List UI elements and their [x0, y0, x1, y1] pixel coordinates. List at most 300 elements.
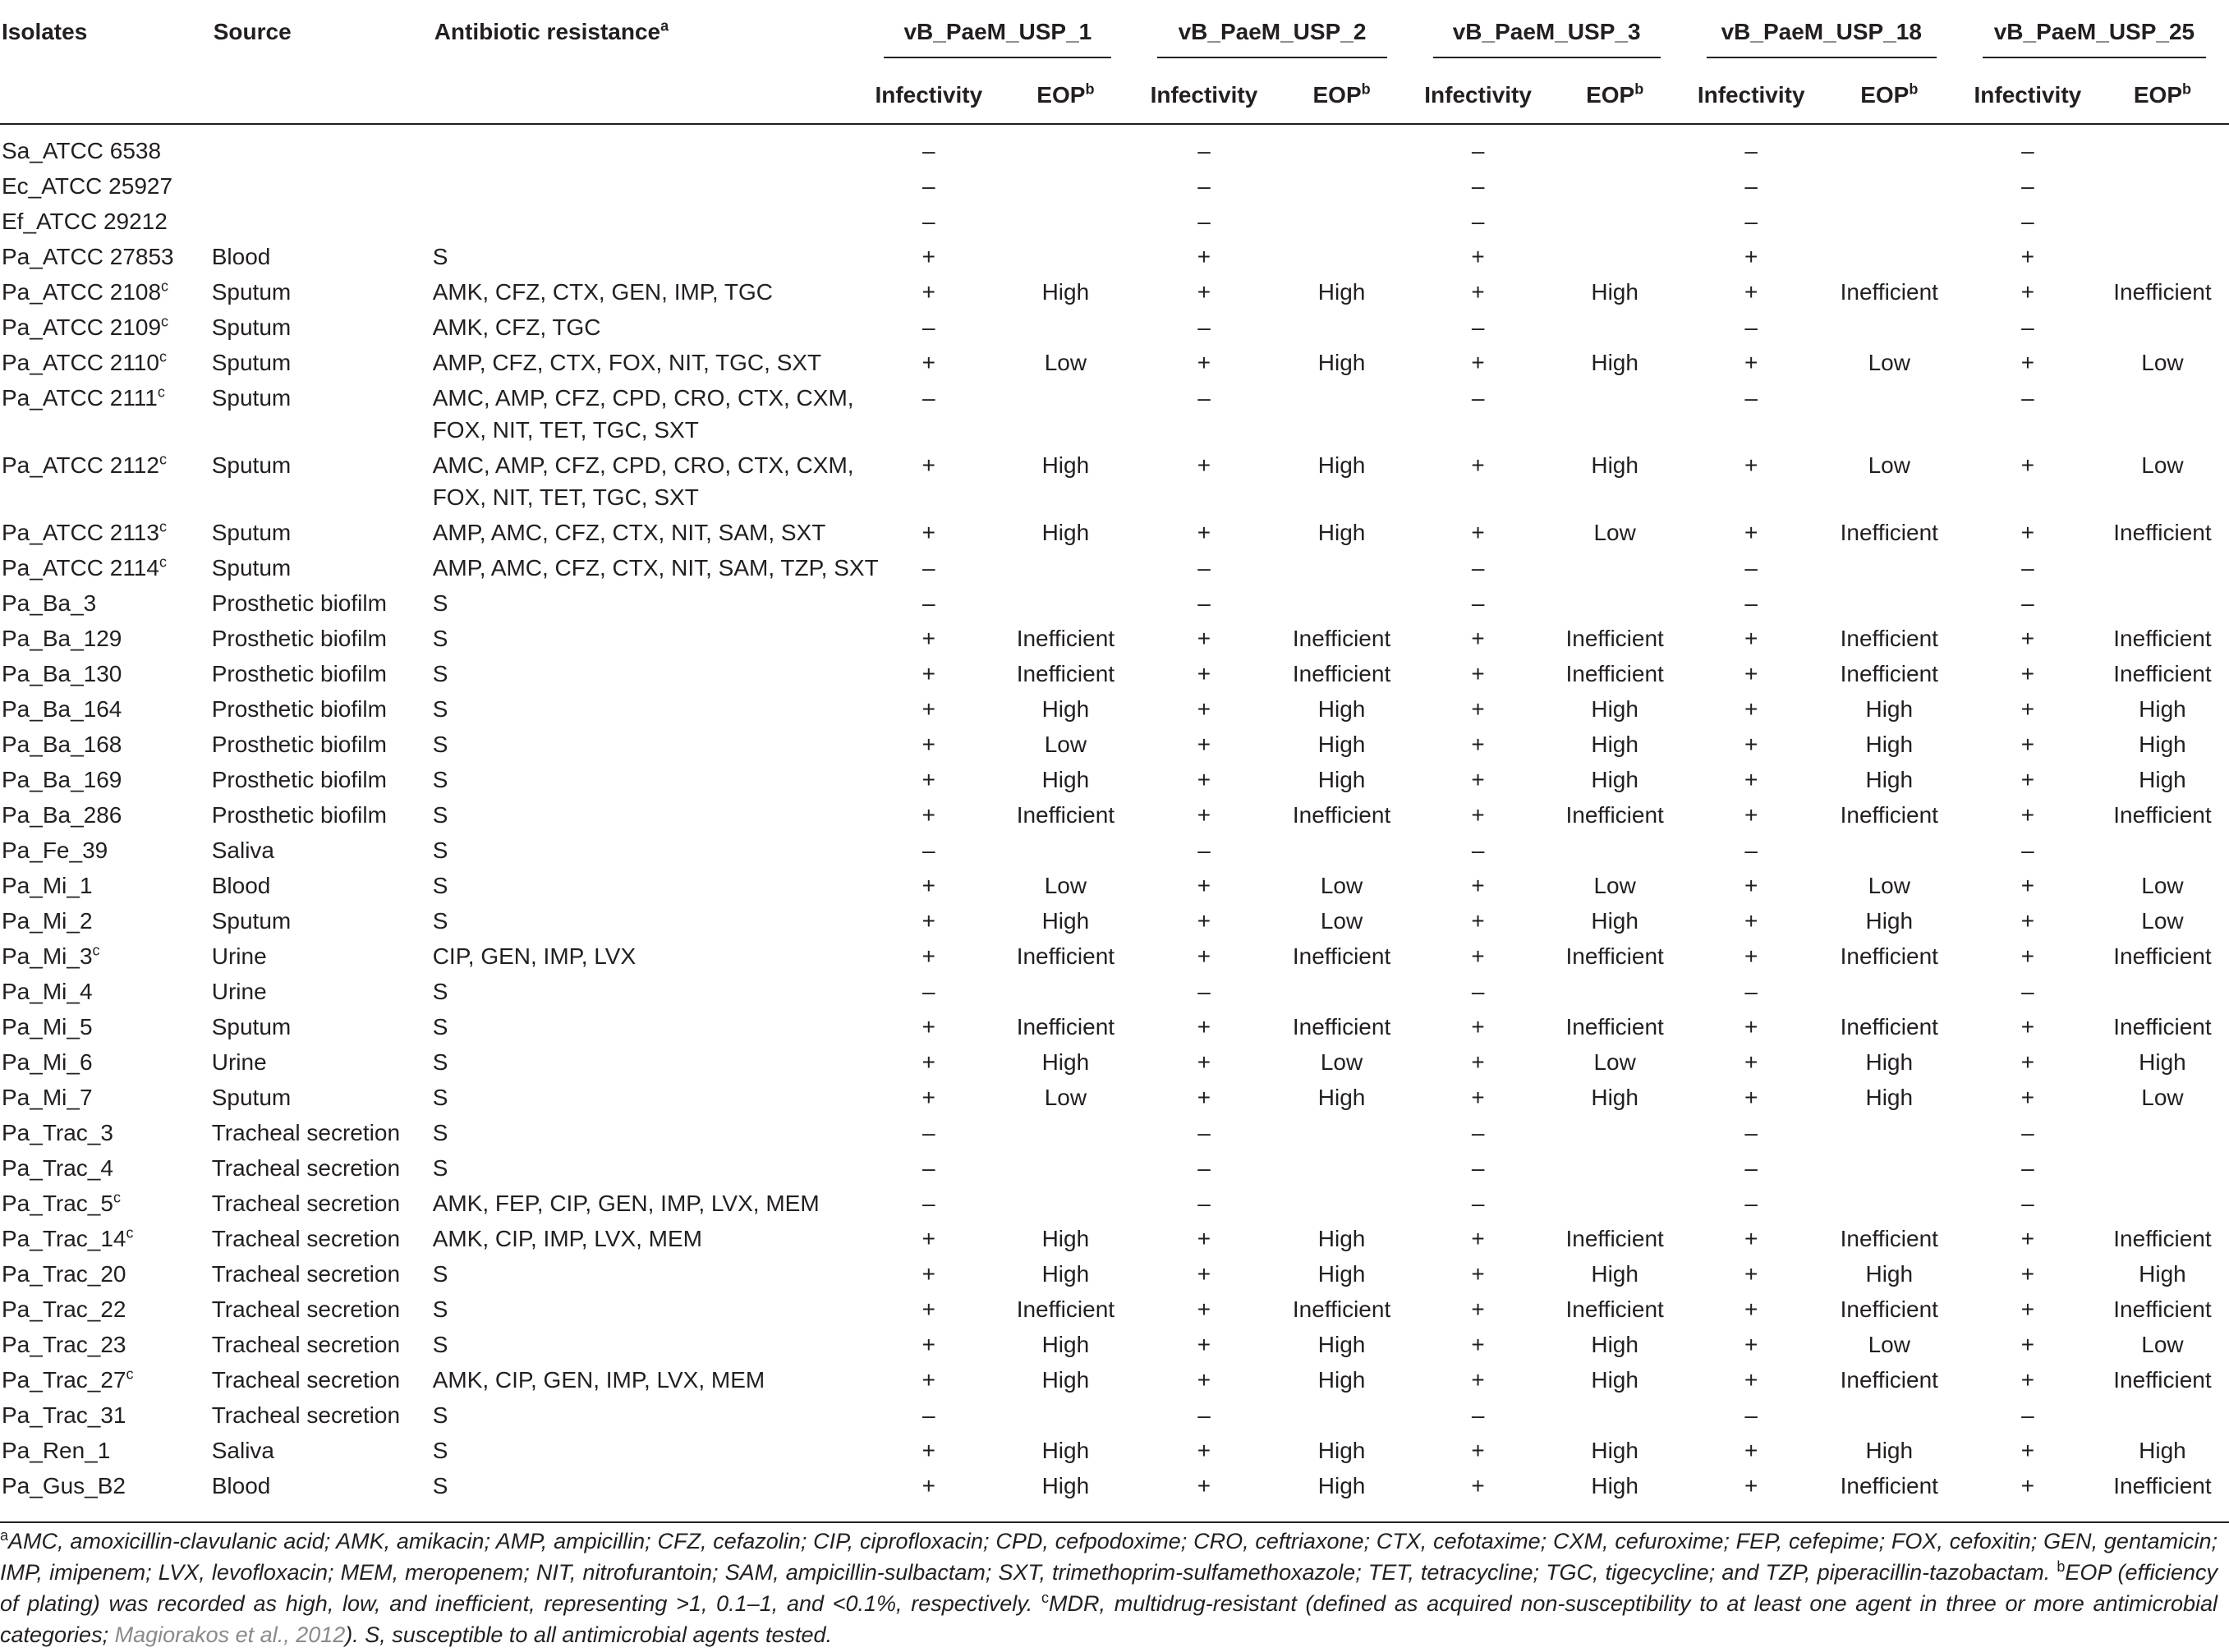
cell-source: Sputum [211, 520, 292, 545]
table-row [0, 168, 2229, 204]
cell-eop: High [2139, 767, 2186, 792]
cell-infectivity: + [2020, 1261, 2035, 1287]
cell-eop [1819, 1115, 1960, 1150]
cell-source [212, 204, 433, 239]
cell-infectivity: + [1744, 943, 1758, 969]
cell-infectivity: + [1197, 626, 1211, 651]
cell-infectivity: – [1471, 314, 1485, 340]
cell-eop [996, 204, 1134, 239]
cell-eop: High [1317, 1367, 1366, 1393]
cell-eop: High [1591, 1473, 1638, 1498]
cell-eop: Low [1868, 1332, 1910, 1357]
cell-eop [1274, 380, 1410, 447]
cell-infectivity: + [1744, 873, 1758, 898]
cell-eop: Low [2141, 1085, 2184, 1110]
cell-isolate: Pa_Trac_5$^c$ [2, 1189, 121, 1216]
cell-eop: High [1591, 1261, 1638, 1287]
cell-infectivity: – [1744, 314, 1758, 340]
cell-eop: High [1865, 908, 1914, 934]
cell-eop: Inefficient [1840, 802, 1938, 828]
cell-infectivity: – [1744, 979, 1758, 1004]
cell-eop: High [1865, 696, 1914, 722]
cell-eop [1547, 974, 1684, 1009]
cell-eop: Inefficient [2113, 1296, 2212, 1322]
cell-infectivity: + [1197, 908, 1211, 934]
table-row [0, 239, 2229, 274]
cell-eop: Inefficient [1016, 661, 1115, 686]
cell-infectivity: + [2020, 1085, 2035, 1110]
cell-eop [1547, 168, 1684, 204]
cell-infectivity: + [1197, 802, 1211, 828]
cell-isolate: Pa_Gus_B2 [2, 1473, 126, 1498]
cell-infectivity: + [1744, 767, 1758, 792]
cell-source: Sputum [211, 908, 292, 934]
table-bottom-rule [0, 1521, 2229, 1523]
cell-eop [1274, 239, 1410, 274]
cell-infectivity: + [1471, 732, 1485, 757]
cell-infectivity: + [2020, 1049, 2035, 1075]
cell-infectivity: + [1744, 350, 1758, 375]
cell-infectivity: – [2021, 837, 2034, 863]
cell-infectivity: + [1471, 1085, 1485, 1110]
cell-source: Blood [211, 244, 271, 269]
cell-source: Urine [211, 943, 267, 969]
cell-eop: Inefficient [1016, 626, 1115, 651]
cell-isolate: Pa_Ba_169 [2, 767, 122, 792]
cell-infectivity: + [2020, 1332, 2035, 1357]
cell-infectivity: – [922, 1191, 935, 1216]
cell-eop [996, 168, 1134, 204]
cell-eop: Inefficient [1292, 1296, 1391, 1322]
cell-eop [996, 550, 1134, 585]
cell-infectivity: + [921, 873, 935, 898]
cell-infectivity: + [1471, 1332, 1485, 1357]
cell-resistance: S [432, 661, 448, 686]
cell-eop [1547, 1115, 1684, 1150]
cell-source: Tracheal secretion [211, 1332, 401, 1357]
cell-eop: High [1591, 908, 1638, 934]
footnote-mark-b: b [1361, 80, 1371, 98]
cell-infectivity: – [1744, 590, 1758, 616]
cell-eop [996, 974, 1134, 1009]
cell-eop [996, 124, 1134, 168]
cell-infectivity: – [922, 138, 935, 163]
cell-infectivity: – [1744, 138, 1758, 163]
cell-eop: High [2139, 732, 2186, 757]
cell-infectivity: + [1197, 350, 1211, 375]
table-row [0, 974, 2229, 1009]
cell-resistance [433, 168, 862, 204]
cell-eop [1819, 239, 1960, 274]
cell-eop: Low [1593, 520, 1636, 545]
cell-infectivity: + [1197, 279, 1211, 305]
cell-infectivity: – [2021, 979, 2034, 1004]
cell-infectivity: + [1471, 244, 1485, 269]
header-phage-3: vB_PaeM_USP_3 [1410, 0, 1684, 60]
cell-eop: High [1041, 1438, 1090, 1463]
cell-infectivity: + [2020, 1014, 2035, 1039]
cell-source: Sputum [211, 385, 292, 411]
cell-infectivity: + [1197, 1473, 1211, 1498]
cell-eop: High [1317, 1473, 1366, 1498]
cell-eop: Inefficient [2113, 943, 2212, 969]
cell-infectivity: – [1744, 1155, 1758, 1181]
cell-infectivity: – [922, 1155, 935, 1181]
cell-eop: High [1317, 1226, 1366, 1251]
cell-eop: High [1865, 1049, 1914, 1075]
cell-eop: High [1041, 908, 1090, 934]
cell-eop: Low [2141, 452, 2184, 478]
cell-infectivity: + [2020, 1473, 2035, 1498]
cell-infectivity: + [1471, 1226, 1485, 1251]
cell-eop [996, 833, 1134, 868]
cell-resistance: S [432, 1473, 448, 1498]
cell-eop: High [1317, 732, 1366, 757]
cell-infectivity: + [1197, 1226, 1211, 1251]
cell-eop: Low [1044, 1085, 1087, 1110]
cell-eop [1274, 124, 1410, 168]
cell-infectivity: – [922, 209, 935, 234]
cell-infectivity: + [1471, 279, 1485, 305]
cell-infectivity: + [921, 908, 935, 934]
cell-eop [1819, 124, 1960, 168]
cell-infectivity: – [1744, 209, 1758, 234]
cell-infectivity: + [1471, 1473, 1485, 1498]
cell-infectivity: + [1744, 626, 1758, 651]
cell-isolate: Sa_ATCC 6538 [2, 138, 162, 163]
cell-infectivity: + [2020, 908, 2035, 934]
cell-resistance: S [432, 1049, 448, 1075]
header-infectivity: Infectivity [1134, 60, 1273, 124]
cell-isolate: Pa_ATCC 2111$^c$ [2, 383, 165, 411]
cell-infectivity: + [1197, 1367, 1211, 1393]
cell-infectivity: + [2020, 696, 2035, 722]
cell-infectivity: – [922, 173, 935, 199]
cell-eop: High [1865, 1085, 1914, 1110]
cell-infectivity: – [922, 979, 935, 1004]
cell-isolate: Pa_Mi_4 [2, 979, 93, 1004]
cell-source: Tracheal secretion [211, 1226, 401, 1251]
cell-source: Prosthetic biofilm [211, 767, 387, 792]
cell-eop [1819, 585, 1960, 621]
cell-eop: High [1041, 452, 1090, 478]
table-row [0, 1468, 2229, 1508]
cell-infectivity: – [1197, 837, 1211, 863]
cell-infectivity: + [1197, 1296, 1211, 1322]
table-row [0, 585, 2229, 621]
cell-source: Sputum [211, 1014, 292, 1039]
cell-resistance: S [432, 1085, 448, 1110]
cell-infectivity: + [1471, 767, 1485, 792]
cell-source: Prosthetic biofilm [211, 802, 387, 828]
cell-infectivity: – [1744, 385, 1758, 411]
cell-infectivity: + [1197, 732, 1211, 757]
cell-eop: High [1041, 767, 1090, 792]
cell-infectivity: + [2020, 802, 2035, 828]
table-row [0, 1044, 2229, 1080]
table-row [0, 868, 2229, 903]
cell-infectivity: + [1471, 908, 1485, 934]
cell-infectivity: + [2020, 661, 2035, 686]
cell-infectivity: + [921, 1261, 935, 1287]
cell-infectivity: + [2020, 350, 2035, 375]
cell-eop [996, 1397, 1134, 1433]
cell-infectivity: + [1471, 452, 1485, 478]
cell-eop: Inefficient [1565, 802, 1664, 828]
cell-eop [2096, 380, 2229, 447]
cell-infectivity: + [1744, 1367, 1758, 1393]
cell-infectivity: + [2020, 1226, 2035, 1251]
cell-isolate: Pa_Ba_3 [2, 590, 97, 616]
cell-resistance: S [432, 1261, 448, 1287]
cell-infectivity: – [1197, 979, 1211, 1004]
table-row [0, 447, 2229, 515]
cell-infectivity: – [1744, 1120, 1758, 1145]
cell-eop: Inefficient [2113, 626, 2212, 651]
cell-eop: High [1317, 520, 1366, 545]
cell-eop [1547, 550, 1684, 585]
cell-eop: Inefficient [2113, 279, 2212, 305]
header-phage-5: vB_PaeM_USP_25 [1960, 0, 2229, 60]
cell-resistance: AMK, CFZ, TGC [432, 314, 601, 340]
cell-eop [1819, 380, 1960, 447]
cell-eop: High [1591, 1367, 1638, 1393]
cell-isolate: Pa_Trac_22 [2, 1296, 126, 1322]
header-eop: EOP$^b$ [1547, 60, 1684, 124]
cell-infectivity: + [921, 1296, 935, 1322]
footnote-mark-b: b [1085, 80, 1095, 98]
cell-infectivity: + [921, 943, 935, 969]
cell-eop [2096, 1150, 2229, 1186]
cell-eop: High [1317, 452, 1366, 478]
cell-isolate: Pa_Fe_39 [2, 837, 108, 863]
cell-isolate: Pa_Ba_130 [2, 661, 122, 686]
cell-infectivity: + [1744, 1226, 1758, 1251]
cell-infectivity: – [1744, 1402, 1758, 1428]
table-row [0, 515, 2229, 550]
cell-resistance: S [432, 1438, 448, 1463]
cell-source: Tracheal secretion [211, 1120, 401, 1145]
cell-eop [996, 1186, 1134, 1221]
cell-eop [996, 1115, 1134, 1150]
cell-eop [996, 310, 1134, 345]
cell-infectivity: + [1471, 520, 1485, 545]
cell-eop: Inefficient [2113, 1014, 2212, 1039]
cell-infectivity: – [2021, 1120, 2034, 1145]
cell-eop: Low [2141, 350, 2184, 375]
cell-source [212, 124, 433, 168]
cell-infectivity: – [1197, 555, 1211, 580]
table-row [0, 1221, 2229, 1256]
cell-resistance: AMK, CIP, GEN, IMP, LVX, MEM [432, 1367, 765, 1393]
cell-resistance: S [432, 626, 448, 651]
cell-infectivity: + [921, 767, 935, 792]
cell-infectivity: + [1471, 1261, 1485, 1287]
cell-isolate: Pa_ATCC 2112$^c$ [2, 451, 167, 478]
cell-eop [2096, 310, 2229, 345]
cell-eop: Inefficient [2113, 802, 2212, 828]
cell-infectivity: + [1744, 1085, 1758, 1110]
cell-infectivity: + [2020, 1438, 2035, 1463]
cell-isolate: Pa_ATCC 2110$^c$ [2, 348, 167, 375]
cell-resistance: AMC, AMP, CFZ, CPD, CRO, CTX, CXM, FOX, NIT, TET, TGC, SXT [432, 452, 854, 510]
cell-infectivity: + [2020, 452, 2035, 478]
cell-infectivity: – [1197, 173, 1211, 199]
cell-infectivity: + [1744, 908, 1758, 934]
cell-eop [1547, 124, 1684, 168]
table-row [0, 380, 2229, 447]
cell-isolate: Pa_Trac_27$^c$ [2, 1365, 134, 1393]
cell-isolate: Pa_ATCC 2113$^c$ [2, 518, 167, 545]
cell-infectivity: + [1197, 244, 1211, 269]
cell-source: Sputum [211, 1085, 292, 1110]
cell-eop: High [1041, 1367, 1090, 1393]
cell-infectivity: + [1197, 452, 1211, 478]
cell-eop: Low [1320, 1049, 1363, 1075]
cell-eop: Inefficient [2113, 1226, 2212, 1251]
cell-infectivity: + [921, 1226, 935, 1251]
table-row [0, 833, 2229, 868]
cell-eop: High [1317, 1332, 1366, 1357]
cell-resistance: AMK, FEP, CIP, GEN, IMP, LVX, MEM [432, 1191, 820, 1216]
cell-infectivity: + [1197, 1332, 1211, 1357]
cell-isolate: Pa_Ba_168 [2, 732, 122, 757]
cell-isolate: Pa_ATCC 2114$^c$ [2, 553, 167, 580]
cell-eop: High [1317, 1085, 1366, 1110]
cell-eop [1547, 310, 1684, 345]
cell-eop [2096, 168, 2229, 204]
cell-infectivity: + [921, 1332, 935, 1357]
cell-infectivity: – [1471, 209, 1485, 234]
header-source: Source [213, 19, 292, 44]
cell-infectivity: – [1197, 590, 1211, 616]
footnote-mark-a: a [660, 17, 669, 34]
cell-infectivity: + [1197, 1049, 1211, 1075]
cell-eop [1819, 1397, 1960, 1433]
cell-isolate: Ec_ATCC 25927 [2, 173, 173, 199]
cell-infectivity: – [1471, 1120, 1485, 1145]
cell-eop: Inefficient [1840, 943, 1938, 969]
header-infectivity: Infectivity [861, 60, 996, 124]
cell-infectivity: + [921, 661, 935, 686]
cell-eop: Inefficient [1292, 1014, 1391, 1039]
cell-source: Prosthetic biofilm [211, 590, 387, 616]
cell-source: Tracheal secretion [211, 1367, 401, 1393]
cell-infectivity: + [1471, 943, 1485, 969]
cell-isolate: Ef_ATCC 29212 [2, 209, 168, 234]
table-row [0, 621, 2229, 656]
cell-infectivity: + [1197, 1261, 1211, 1287]
cell-resistance: AMP, CFZ, CTX, FOX, NIT, TGC, SXT [432, 350, 822, 375]
cell-resistance: S [432, 696, 448, 722]
footnote-c-text: MDR, multidrug-resistant (defined as acquired non-susceptibility to at least one agent in three or more antimicrobial categories; [0, 1591, 2218, 1647]
cell-infectivity: + [2020, 873, 2035, 898]
cell-resistance: AMK, CIP, IMP, LVX, MEM [432, 1226, 703, 1251]
cell-infectivity: – [1471, 1191, 1485, 1216]
header-phage-4: vB_PaeM_USP_18 [1684, 0, 1960, 60]
cell-resistance [433, 204, 862, 239]
cell-isolate: Pa_Trac_23 [2, 1332, 126, 1357]
cell-eop: Low [1868, 350, 1910, 375]
cell-eop: Inefficient [1840, 1014, 1938, 1039]
cell-infectivity: + [2020, 767, 2035, 792]
cell-infectivity: – [1744, 837, 1758, 863]
cell-eop: Inefficient [1292, 661, 1391, 686]
cell-eop [2096, 974, 2229, 1009]
cell-isolate: Pa_Trac_31 [2, 1402, 126, 1428]
cell-infectivity: + [1744, 696, 1758, 722]
footnote-a-and-b: $^a$AMC, amoxicillin-clavulanic acid; AMK, amikacin; AMP, ampicillin; CFZ, cefazolin; CIP, ciprofloxacin; CPD, cefpodoxime; CRO, ceftriaxone; CTX, cefotaxime; CXM, cefuroxime; FEP, cefepime; FOX, cefoxitin; GEN, gentamicin; IMP, imipenem; LVX, levofloxacin; MEM, meropenem; NIT, nitrofurantoin; SAM, ampicillin-sulbactam; SXT, trimethoprim-sulfamethoxazole; TET, tetracycline; TGC, tigecycline; and TZP, piperacillin-tazobactam. $^b$EOP (efficiency of plating) was recorded as high, low, and inefficient, representing >1, 0.1–1, and <0.1%, respectively. $^c$MDR, multidrug-resistant (defined as acquired non-susceptibility to at least one agent in three or more antimicrobial categories; Magiorakos et al., 2012). S, susceptible to all antimicrobial agents tested. [0, 1527, 2218, 1647]
cell-eop [1819, 550, 1960, 585]
cell-source: Sputum [211, 314, 292, 340]
cell-eop: High [2139, 1049, 2186, 1075]
cell-eop [1819, 974, 1960, 1009]
table-row [0, 1186, 2229, 1221]
cell-eop [1819, 1186, 1960, 1221]
cell-eop [996, 239, 1134, 274]
footnote-a-text: AMC, amoxicillin-clavulanic acid; AMK, amikacin; AMP, ampicillin; CFZ, cefazolin; CIP, ciprofloxacin; CPD, cefpodoxime; CRO, ceftriaxone; CTX, cefotaxime; CXM, cefuroxime; FEP, cefepime; FOX, cefoxitin; GEN, gentamicin; IMP, imipenem; LVX, levofloxacin; MEM, meropenem; NIT, nitrofurantoin; SAM, ampicillin-sulbactam; SXT, trimethoprim-sulfamethoxazole; TET, tetracycline; TGC, tigecycline; and TZP, piperacillin-tazobactam. [0, 1529, 2218, 1585]
cell-eop: High [1865, 732, 1914, 757]
cell-eop [1274, 1186, 1410, 1221]
cell-infectivity: + [921, 452, 935, 478]
cell-infectivity: – [1197, 209, 1211, 234]
cell-infectivity: + [1744, 802, 1758, 828]
footnote-mark-b: b [1909, 80, 1919, 98]
cell-eop: Inefficient [1292, 943, 1391, 969]
cell-eop: Low [2141, 908, 2184, 934]
table-row [0, 1256, 2229, 1292]
cell-eop [996, 380, 1134, 447]
header-eop: EOP$^b$ [1819, 60, 1960, 124]
cell-infectivity: – [1744, 1191, 1758, 1216]
cell-eop: Inefficient [2113, 1473, 2212, 1498]
cell-eop: Inefficient [2113, 1367, 2212, 1393]
cell-eop: Inefficient [1292, 626, 1391, 651]
cell-infectivity: – [922, 590, 935, 616]
table-row [0, 1150, 2229, 1186]
cell-infectivity: + [2020, 943, 2035, 969]
cell-infectivity: + [1471, 1296, 1485, 1322]
header-row-metrics [0, 60, 2229, 124]
cell-eop: High [1041, 279, 1090, 305]
cell-infectivity: – [1471, 1402, 1485, 1428]
cell-infectivity: + [921, 1367, 935, 1393]
cell-eop: High [1041, 1226, 1090, 1251]
cell-eop [2096, 585, 2229, 621]
cell-resistance: S [432, 1296, 448, 1322]
cell-source [212, 168, 433, 204]
citation-link[interactable]: Magiorakos et al., 2012 [114, 1622, 346, 1647]
cell-infectivity: + [1471, 626, 1485, 651]
cell-eop: High [1317, 696, 1366, 722]
header-phage-2: vB_PaeM_USP_2 [1134, 0, 1409, 60]
cell-eop: High [2139, 1438, 2186, 1463]
header-phage-1: vB_PaeM_USP_1 [861, 0, 1134, 60]
cell-infectivity: – [1744, 173, 1758, 199]
cell-infectivity: – [1197, 385, 1211, 411]
cell-eop: Low [1868, 873, 1910, 898]
cell-infectivity: + [2020, 1367, 2035, 1393]
cell-resistance: AMK, CFZ, CTX, GEN, IMP, TGC [432, 279, 774, 305]
cell-resistance: S [432, 1332, 448, 1357]
cell-eop [1547, 1186, 1684, 1221]
cell-eop: High [1865, 767, 1914, 792]
cell-resistance: S [432, 1155, 448, 1181]
cell-infectivity: + [921, 1473, 935, 1498]
cell-eop: High [1591, 696, 1638, 722]
cell-eop [2096, 1115, 2229, 1150]
cell-eop [1547, 1150, 1684, 1186]
